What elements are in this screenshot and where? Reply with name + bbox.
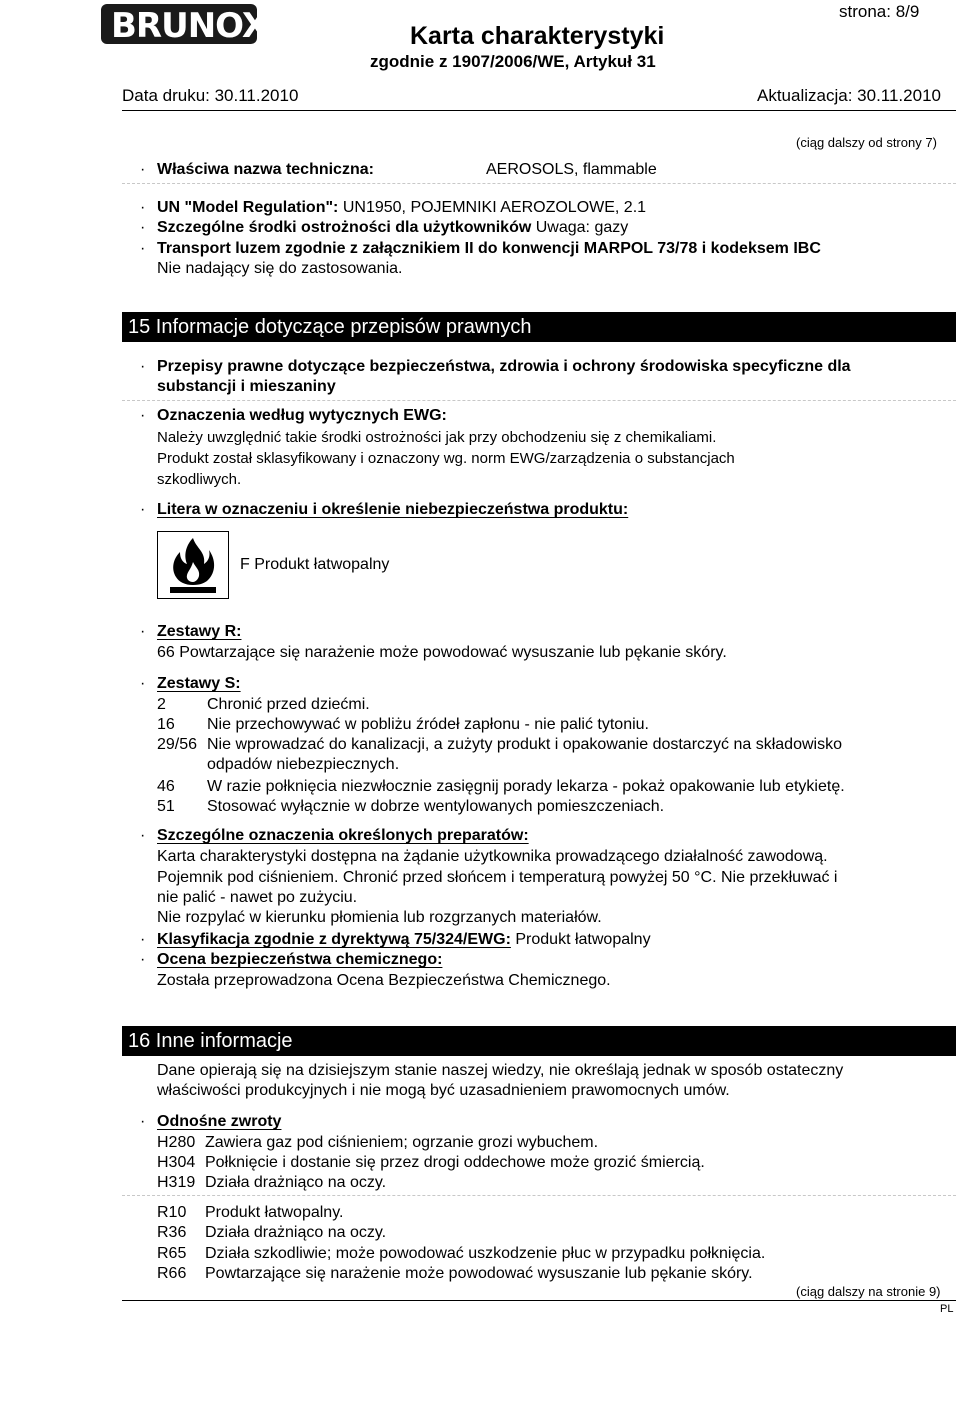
bullet-dot: · [140,161,146,178]
r-phrase-code: R10 [157,1204,187,1221]
r-phrase-text: Działa szkodliwie; może powodować uszkodzenie płuc w przypadku połknięcia. [205,1245,766,1262]
special-line4: Nie rozpylać w kierunku płomienia lub rozgrzanych materiałów. [157,909,602,926]
hazard-pictogram [157,531,229,599]
footer-rule [122,1300,956,1301]
s-item-text: Stosować wyłącznie w dobrze wentylowanych pomieszczeniach. [207,798,665,815]
assessment-label: Ocena bezpieczeństwa chemicznego: [157,951,443,968]
s-item-text: Nie wprowadzać do kanalizacji, a zużyty produkt i opakowanie dostarczyć na składowisko [207,736,842,753]
r-phrase-code: R36 [157,1224,187,1241]
brunox-logo [101,4,268,46]
section-16-heading: 16 Inne informacje [128,1030,293,1052]
hazard-text: F Produkt łatwopalny [240,556,390,573]
section-15-heading-bar [122,312,956,342]
r-phrase-code: R65 [157,1245,187,1262]
regs-label-line1: Przepisy prawne dotyczące bezpieczeństwa, zdrowia i ochrony środowiska specyficzne dla [157,358,851,375]
s-item-number: 2 [157,696,166,713]
update-date: Aktualizacja: 30.11.2010 [757,86,941,105]
special-line1: Karta charakterystyki dostępna na żądanie użytkownika prowadzącego działalność zawodową. [157,848,828,865]
divider [122,400,956,401]
intro-line2: właściwości produkcyjnych i nie mogą być uzasadnieniem prawomocnych umów. [157,1082,730,1099]
r-phrase-code: R66 [157,1265,187,1282]
tech-name-label: Właściwa nazwa techniczna: [157,161,374,178]
bullet-dot: · [140,358,146,375]
classification-label: Klasyfikacja zgodnie z dyrektywą 75/324/EWG: [157,931,511,948]
continued-to: (ciąg dalszy na stronie 9) [796,1284,941,1299]
document-title: Karta charakterystyki [410,22,665,50]
bullet-dot: · [140,219,146,236]
logo-text: BRUNOX [111,6,268,46]
divider [122,1195,956,1196]
intro-line1: Dane opierają się na dzisiejszym stanie naszej wiedzy, nie określają jednak w sposób ostateczny [157,1062,844,1079]
r-phrase-text: Powtarzające się narażenie może powodować wysuszanie lub pękanie skóry. [205,1265,753,1282]
r-sets-label: Zestawy R: [157,623,242,640]
precautions-line [157,218,628,238]
special-label: Szczególne oznaczenia określonych preparatów: [157,827,529,844]
print-date: Data druku: 30.11.2010 [122,86,299,105]
s-item-number: 29/56 [157,736,198,753]
page-number: strona: 8/9 [839,2,920,21]
bullet-dot: · [140,623,146,640]
s-item-text: Nie przechowywać w pobliżu źródeł zapłonu - nie palić tytoniu. [207,716,649,733]
un-model-line [157,198,646,218]
s-item-number: 46 [157,778,175,795]
h-phrase-code: H304 [157,1154,196,1171]
bulk-value: Nie nadający się do zastosowania. [157,260,403,277]
hazard-label: Litera w oznaczeniu i określenie niebezpieczeństwa produktu: [157,501,629,518]
bulk-label: Transport luzem zgodnie z załącznikiem II do konwencji MARPOL 73/78 i kodeksem IBC [157,240,821,257]
special-line2: Pojemnik pod ciśnieniem. Chronić przed słońcem i temperaturą powyżej 50 °C. Nie przekłuwać i [157,869,838,886]
ewg-line2: Produkt został sklasyfikowany i oznaczony wg. norm EWG/zarządzenia o substancjach [157,450,735,467]
section-15-heading: 15 Informacje dotyczące przepisów prawnych [128,316,532,338]
bullet-dot: · [140,240,146,257]
s-item-text: Chronić przed dziećmi. [207,696,370,713]
h-phrase-text: Zawiera gaz pod ciśnieniem; ogrzanie grozi wybuchem. [205,1134,599,1151]
h-phrase-code: H319 [157,1174,196,1191]
r-sets-line: 66 Powtarzające się narażenie może powodować wysuszanie lub pękanie skóry. [157,644,727,661]
document-subtitle: zgodnie z 1907/2006/WE, Artykuł 31 [370,52,656,71]
language-code: PL [940,1303,954,1315]
tech-name-value: AEROSOLS, flammable [486,161,657,178]
assessment-value: Została przeprowadzona Ocena Bezpieczeństwa Chemicznego. [157,972,611,989]
ewg-line3: szkodliwych. [157,471,242,488]
classification-line [157,930,651,950]
r-phrase-text: Działa drażniąco na oczy. [205,1224,387,1241]
precautions-value: Uwaga: gazy [535,219,629,236]
un-value: UN1950, POJEMNIKI AEROZOLOWE, 2.1 [342,199,647,216]
bullet-dot: · [140,199,146,216]
regs-label-line2: substancji i mieszaniny [157,378,336,395]
divider [122,183,956,184]
bullet-dot: · [140,675,146,692]
bullet-dot: · [140,501,146,518]
h-phrase-text: Połknięcie i dostanie się przez drogi oddechowe może grozić śmiercią. [205,1154,705,1171]
continued-from: (ciąg dalszy od strony 7) [796,135,937,150]
bullet-dot: · [140,407,146,424]
h-phrase-text: Działa drażniąco na oczy. [205,1174,387,1191]
flame-icon [158,532,228,598]
r-phrase-text: Produkt łatwopalny. [205,1204,344,1221]
classification-value: Produkt łatwopalny [515,931,651,948]
bullet-dot: · [140,1113,146,1130]
bullet-dot: · [140,931,146,948]
s-item-text-continued: odpadów niebezpiecznych. [207,756,400,773]
header-rule [122,110,956,111]
bullet-dot: · [140,951,146,968]
bullet-dot: · [140,827,146,844]
h-phrase-code: H280 [157,1134,196,1151]
phrases-label: Odnośne zwroty [157,1113,282,1130]
s-item-number: 51 [157,798,175,815]
precautions-label: Szczególne środki ostrożności dla użytkowników [157,219,532,236]
s-item-text: W razie połknięcia niezwłocznie zasięgnij porady lekarza - pokaż opakowanie lub etykietę. [207,778,845,795]
s-item-number: 16 [157,716,175,733]
ewg-label: Oznaczenia według wytycznych EWG: [157,407,447,424]
section-16-heading-bar [122,1026,956,1056]
s-sets-label: Zestawy S: [157,675,241,692]
un-label: UN "Model Regulation": [157,199,339,216]
ewg-line1: Należy uwzględnić takie środki ostrożności jak przy obchodzeniu się z chemikaliami. [157,429,717,446]
special-line3: nie palić - nawet po zużyciu. [157,889,358,906]
